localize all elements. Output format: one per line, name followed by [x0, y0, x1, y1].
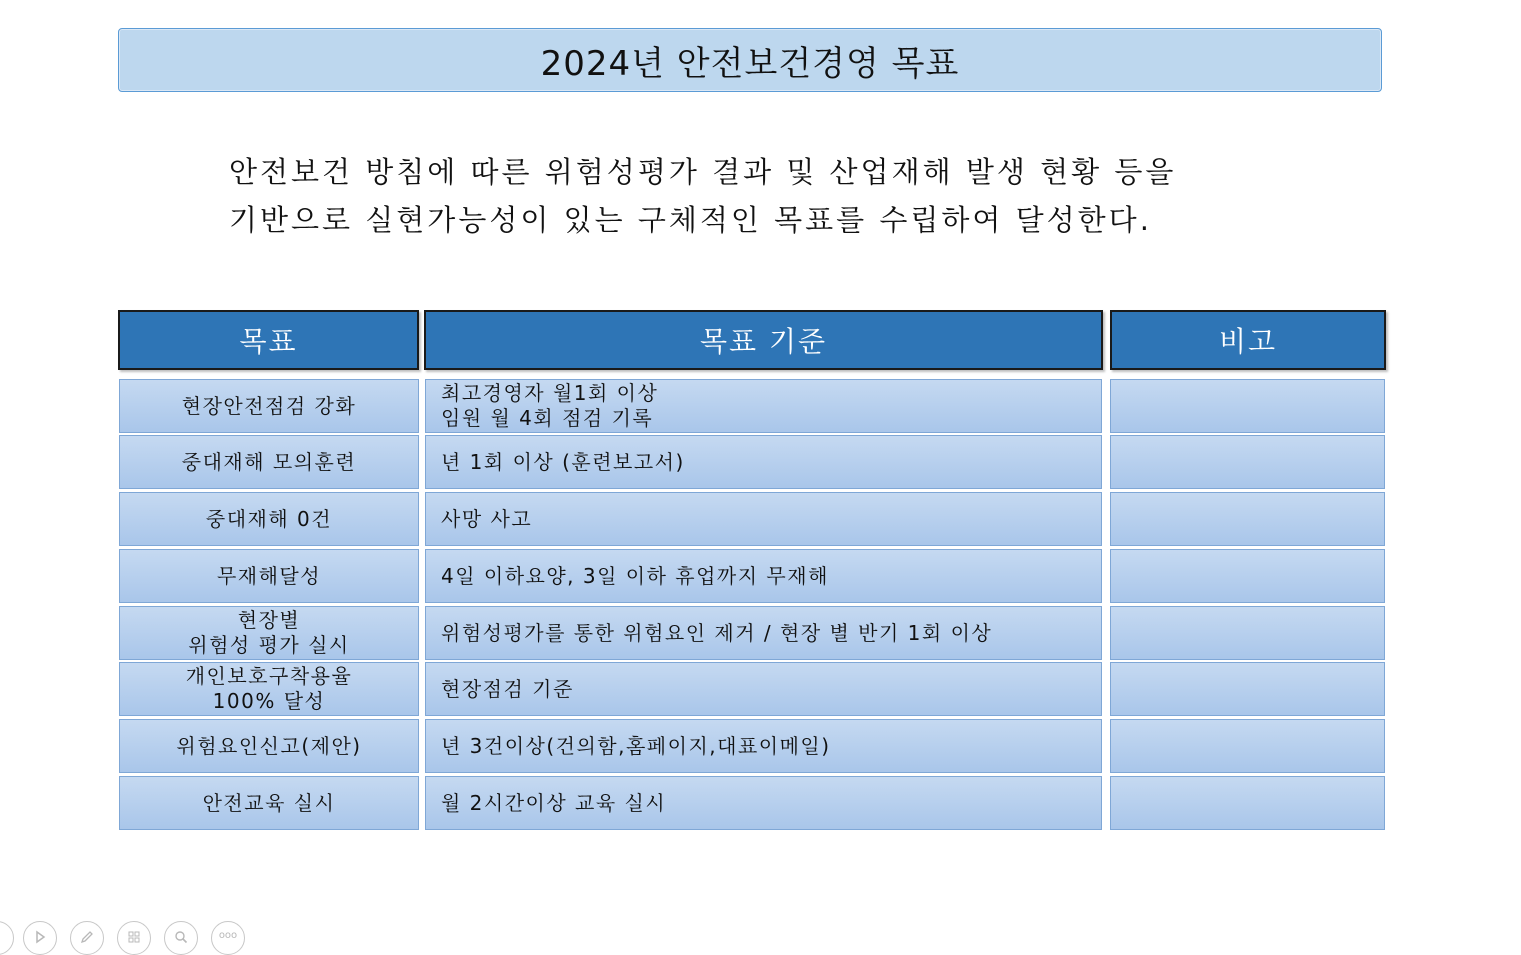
- criteria-text: 최고경영자 월1회 이상: [441, 381, 659, 405]
- goal-text: 100% 달성: [212, 689, 326, 713]
- intro-line-2: 기반으로 실현가능성이 있는 구체적인 목표를 수립하여 달성한다.: [229, 203, 1152, 237]
- note-cell: [1110, 492, 1385, 546]
- goal-cell: [119, 719, 419, 773]
- goal-cell: [119, 662, 419, 716]
- note-cell: [1110, 549, 1385, 603]
- header-goal: 목표: [118, 310, 419, 370]
- criteria-text: 월 2시간이상 교육 실시: [441, 790, 667, 815]
- goal-text: 무재해달성: [216, 563, 322, 588]
- criteria-text: 년 3건이상(건의함,홈페이지,대표이메일): [441, 733, 831, 758]
- intro-paragraph: [229, 148, 1289, 244]
- slide-title: 2024년 안전보건경영 목표: [540, 43, 960, 84]
- more-icon[interactable]: [211, 921, 245, 955]
- criteria-cell: [425, 719, 1102, 773]
- goal-text: 위험요인신고(제안): [176, 733, 362, 758]
- goal-cell: [119, 606, 419, 660]
- criteria-text: 현장점검 기준: [441, 676, 574, 701]
- goal-text: 위험성 평가 실시: [188, 633, 350, 657]
- criteria-text: 사망 사고: [441, 506, 533, 531]
- header-note: 비고: [1110, 310, 1386, 370]
- note-cell: [1110, 379, 1385, 433]
- goal-text: 현장안전점검 강화: [181, 393, 357, 418]
- previous-icon[interactable]: [0, 921, 14, 955]
- more-label: ooo: [218, 930, 238, 941]
- criteria-cell: [425, 435, 1102, 489]
- slides-grid-icon[interactable]: [117, 921, 151, 955]
- criteria-text: 임원 월 4회 점검 기록: [441, 406, 654, 430]
- criteria-cell: [425, 549, 1102, 603]
- criteria-cell: [425, 492, 1102, 546]
- goal-cell: [119, 776, 419, 830]
- criteria-text: 4일 이하요양, 3일 이하 휴업까지 무재해: [441, 563, 829, 588]
- note-cell: [1110, 606, 1385, 660]
- zoom-icon[interactable]: [164, 921, 198, 955]
- criteria-cell: [425, 379, 1102, 433]
- note-cell: [1110, 719, 1385, 773]
- criteria-cell: [425, 776, 1102, 830]
- criteria-text: 위험성평가를 통한 위험요인 제거 / 현장 별 반기 1회 이상: [441, 620, 993, 645]
- goal-text: 안전교육 실시: [202, 790, 336, 815]
- goal-text: 개인보호구착용율: [185, 664, 353, 688]
- criteria-cell: [425, 606, 1102, 660]
- note-cell: [1110, 435, 1385, 489]
- criteria-cell: [425, 662, 1102, 716]
- slide-title-box: [118, 28, 1382, 92]
- goal-cell: [119, 435, 419, 489]
- criteria-text: 년 1회 이상 (훈련보고서): [441, 449, 685, 474]
- header-criteria: 목표 기준: [424, 310, 1103, 370]
- note-cell: [1110, 662, 1385, 716]
- goal-text: 중대재해 0건: [205, 506, 333, 531]
- intro-line-1: 안전보건 방침에 따른 위험성평가 결과 및 산업재해 발생 현황 등을: [229, 155, 1177, 189]
- goal-cell: [119, 492, 419, 546]
- pen-icon[interactable]: [70, 921, 104, 955]
- play-icon[interactable]: [23, 921, 57, 955]
- goal-cell: [119, 549, 419, 603]
- goal-cell: [119, 379, 419, 433]
- goal-text: 현장별: [237, 608, 301, 632]
- note-cell: [1110, 776, 1385, 830]
- goal-text: 중대재해 모의훈련: [181, 449, 357, 474]
